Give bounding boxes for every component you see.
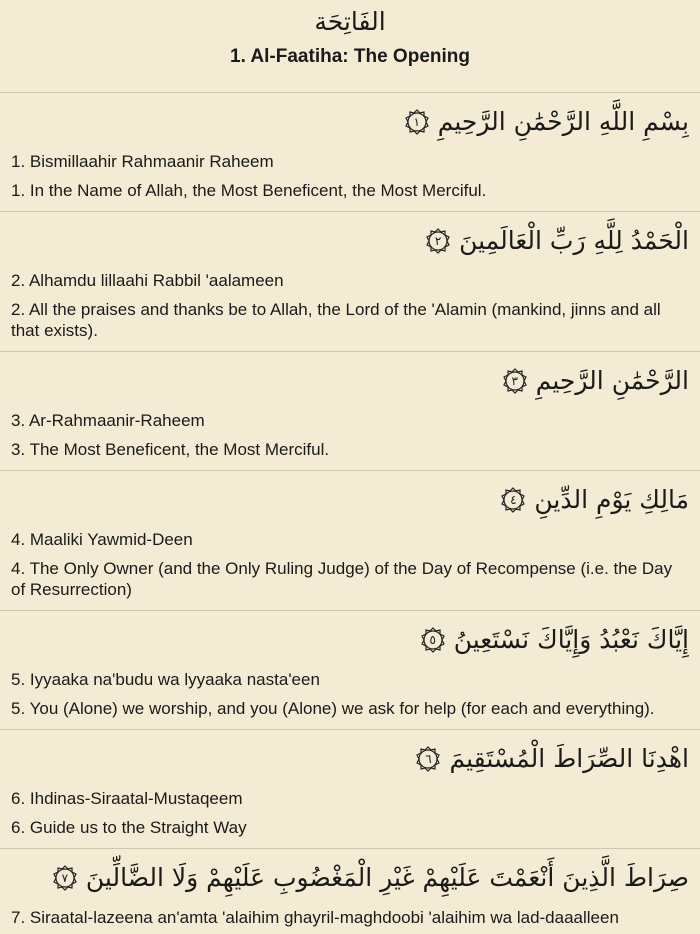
verse-item[interactable]	[0, 611, 700, 730]
verse-translation: 5. You (Alone) we worship, and you (Alone) we ask for help (for each and everything).	[11, 699, 655, 718]
verse-transliteration: 2. Alhamdu lillaahi Rabbil 'aalameen	[11, 271, 284, 290]
ayah-number: ٣	[511, 374, 518, 388]
ayah-marker-icon	[52, 865, 78, 891]
ayah-marker-icon	[415, 746, 441, 772]
verse-translation: 4. The Only Owner (and the Only Ruling Judge) of the Day of Recompense (i.e. the Day of Resurrection)	[11, 559, 673, 599]
ayah-marker-icon	[420, 627, 446, 653]
verse-arabic-line	[11, 611, 689, 669]
verse-transliteration: 7. Siraatal-lazeena an'amta 'alaihim ghayril-maghdoobi 'alaihim wa lad-daaalleen	[11, 908, 619, 927]
verse-arabic-line	[11, 212, 689, 270]
verse-arabic-text: بِسْمِ اللَّهِ الرَّحْمَٰنِ الرَّحِيمِ	[437, 107, 689, 136]
surah-arabic-name: الفَاتِحَة	[314, 7, 386, 36]
ayah-number: ٦	[425, 752, 432, 766]
ayah-marker-icon	[404, 109, 430, 135]
verse-arabic-line	[11, 352, 689, 410]
verse-translation: 2. All the praises and thanks be to Allah, the Lord of the 'Alamin (mankind, jinns and all that exists).	[11, 300, 661, 340]
verse-arabic-line	[11, 849, 689, 907]
ayah-number: ١	[413, 115, 420, 129]
ayah-number: ٤	[510, 493, 517, 507]
verse-translation: 6. Guide us to the Straight Way	[11, 818, 247, 837]
surah-header	[0, 0, 700, 93]
verse-arabic-text: اهْدِنَا الصِّرَاطَ الْمُسْتَقِيمَ	[449, 744, 689, 773]
ayah-number: ٢	[434, 234, 442, 248]
verse-transliteration: 6. Ihdinas-Siraatal-Mustaqeem	[11, 789, 243, 808]
verse-transliteration: 4. Maaliki Yawmid-Deen	[11, 530, 193, 549]
verse-arabic-line	[11, 730, 689, 788]
ayah-marker-icon	[502, 368, 528, 394]
verse-arabic-line	[11, 471, 689, 529]
verse-item[interactable]	[0, 730, 700, 849]
verse-translation: 3. The Most Beneficent, the Most Merciful.	[11, 440, 330, 459]
verse-arabic-text: الرَّحْمَٰنِ الرَّحِيمِ	[535, 366, 689, 395]
ayah-marker-icon	[500, 487, 526, 513]
ayah-marker-icon	[425, 228, 451, 254]
verse-item[interactable]	[0, 849, 700, 934]
verse-item[interactable]	[0, 471, 700, 611]
ayah-number: ٥	[429, 633, 436, 647]
verse-item[interactable]	[0, 212, 700, 352]
ayah-number: ٧	[61, 871, 69, 885]
verse-transliteration: 5. Iyyaaka na'budu wa lyyaaka nasta'een	[11, 670, 320, 689]
verse-translation: 1. In the Name of Allah, the Most Beneficent, the Most Merciful.	[11, 181, 487, 200]
verse-arabic-text: مَالِكِ يَوْمِ الدِّينِ	[534, 485, 689, 514]
verse-arabic-text: الْحَمْدُ لِلَّهِ رَبِّ الْعَالَمِينَ	[459, 226, 689, 255]
verse-transliteration: 3. Ar-Rahmaanir-Raheem	[11, 411, 205, 430]
surah-title: 1. Al-Faatiha: The Opening	[230, 46, 470, 67]
verse-arabic-line	[11, 93, 689, 151]
verse-item[interactable]	[0, 352, 700, 471]
verse-transliteration: 1. Bismillaahir Rahmaanir Raheem	[11, 152, 274, 171]
verse-item[interactable]	[0, 93, 700, 212]
verse-arabic-text: إِيَّاكَ نَعْبُدُ وَإِيَّاكَ نَسْتَعِينُ	[453, 625, 689, 654]
verse-arabic-text: صِرَاطَ الَّذِينَ أَنْعَمْتَ عَلَيْهِمْ غَيْرِ الْمَغْضُوبِ عَلَيْهِمْ وَلَا الضَّالِّينَ	[85, 863, 689, 892]
